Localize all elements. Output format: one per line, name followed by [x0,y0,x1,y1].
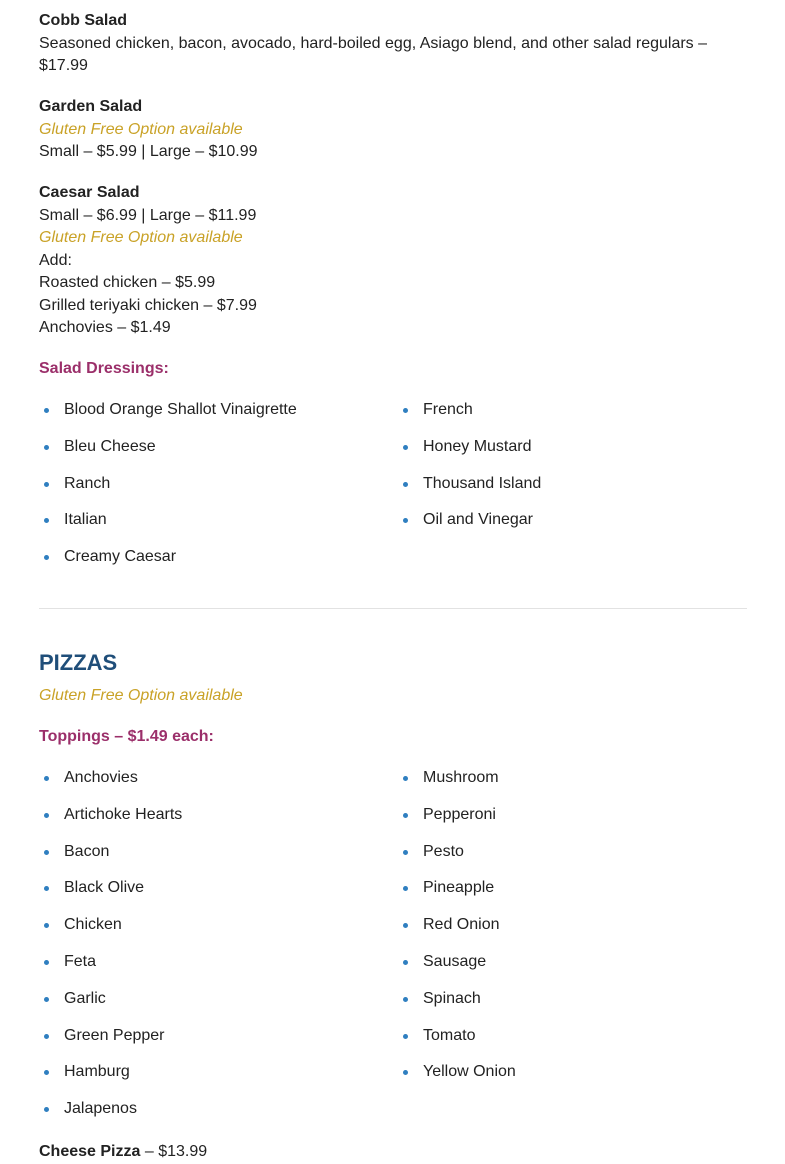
list-item [398,1061,738,1098]
dressing-label: Creamy Caesar [64,548,177,566]
list-item [39,546,379,583]
menu-item-garden-salad [39,96,747,164]
list-item [39,399,379,436]
bullet-icon [403,445,408,450]
list-item [398,914,738,951]
bullet-icon [44,555,49,560]
topping-label: Pepperoni [423,805,496,823]
gluten-free-note: Gluten Free Option available [39,687,243,704]
dressing-label: Bleu Cheese [64,437,156,455]
topping-label: Pineapple [423,879,495,897]
gluten-free-note: Gluten Free Option available [39,120,243,138]
list-item [398,804,738,841]
list-item [39,509,379,546]
item-price: Small – $6.99 | Large – $11.99 [39,206,257,224]
topping-label: Pesto [423,842,464,860]
list-item [39,767,379,804]
bullet-icon [44,445,49,450]
section-divider [39,608,747,609]
menu-item-cheese-pizza [39,1141,747,1164]
list-item [39,1061,379,1098]
topping-label: Sausage [423,952,487,970]
topping-label: Yellow Onion [423,1063,516,1081]
topping-label: Anchovies [64,769,138,786]
list-item [398,399,738,436]
bullet-icon [44,1070,49,1075]
list-item [39,988,379,1025]
toppings-heading: Toppings – $1.49 each: [39,728,214,745]
list-item [39,1025,379,1062]
list-item [39,914,379,951]
section-title: PIZZAS [39,650,118,675]
topping-label: Black Olive [64,879,145,897]
dressing-label: Oil and Vinegar [423,511,533,529]
bullet-icon [403,850,408,855]
list-item [398,473,738,510]
topping-label: Tomato [423,1026,476,1044]
bullet-icon [403,997,408,1002]
list-item [398,877,738,914]
bullet-icon [403,1034,408,1039]
dressing-label: Ranch [64,474,111,492]
dressing-label: French [423,401,473,418]
addon-item: Roasted chicken – $5.99 [39,274,216,291]
item-name: Garden Salad [39,98,143,115]
list-item [398,988,738,1025]
bullet-icon [44,482,49,487]
bullet-icon [403,923,408,928]
bullet-icon [403,960,408,965]
bullet-icon [403,1070,408,1075]
dressing-label: Blood Orange Shallot Vinaigrette [64,401,297,418]
bullet-icon [403,776,408,781]
add-label: Add: [39,251,72,269]
topping-label: Garlic [64,989,106,1007]
item-description: Seasoned chicken, bacon, avocado, hard-boiled egg, Asiago blend, and other salad regulars – [39,34,708,52]
dressings-list-right [398,399,738,546]
list-item [39,841,379,878]
list-item [39,1098,379,1135]
menu-item-caesar-salad [39,182,747,340]
bullet-icon [44,850,49,855]
list-item [398,951,738,988]
addon-item: Grilled teriyaki chicken – $7.99 [39,296,257,314]
topping-label: Jalapenos [64,1100,137,1118]
bullet-icon [44,960,49,965]
dressing-label: Honey Mustard [423,437,532,455]
topping-label: Chicken [64,916,122,934]
list-item [39,436,379,473]
bullet-icon [403,886,408,891]
dressings-heading: Salad Dressings: [39,360,169,377]
list-item [398,509,738,546]
topping-label: Green Pepper [64,1026,165,1044]
item-name: Cobb Salad [39,12,128,29]
bullet-icon [44,923,49,928]
list-item [398,1025,738,1062]
bullet-icon [403,518,408,523]
bullet-icon [44,776,49,781]
list-item [398,436,738,473]
bullet-icon [403,408,408,413]
topping-label: Spinach [423,989,481,1007]
toppings-list-right [398,767,738,1098]
dressings-list-left [39,399,379,583]
list-item [398,767,738,804]
topping-label: Red Onion [423,916,500,934]
toppings-list-left [39,767,379,1135]
gluten-free-note: Gluten Free Option available [39,229,243,246]
topping-label: Artichoke Hearts [64,805,183,823]
item-name: Caesar Salad [39,184,140,201]
list-item [39,804,379,841]
bullet-icon [403,813,408,818]
list-item [39,473,379,510]
addon-item: Anchovies – $1.49 [39,319,171,336]
bullet-icon [44,886,49,891]
item-name: Cheese Pizza [39,1143,141,1160]
bullet-icon [44,408,49,413]
item-price: $17.99 [39,57,88,74]
topping-label: Hamburg [64,1063,130,1081]
topping-label: Feta [64,952,97,970]
list-item [39,951,379,988]
bullet-icon [44,997,49,1002]
bullet-icon [44,518,49,523]
dressing-label: Thousand Island [423,474,542,492]
bullet-icon [403,482,408,487]
item-price: – $13.99 [144,1143,208,1160]
dressing-label: Italian [64,511,107,529]
menu-item-cobb-salad [39,10,747,78]
list-item [398,841,738,878]
item-price: Small – $5.99 | Large – $10.99 [39,143,258,160]
bullet-icon [44,1034,49,1039]
bullet-icon [44,813,49,818]
list-item [39,877,379,914]
topping-label: Mushroom [423,769,499,786]
bullet-icon [44,1107,49,1112]
topping-label: Bacon [64,842,110,860]
